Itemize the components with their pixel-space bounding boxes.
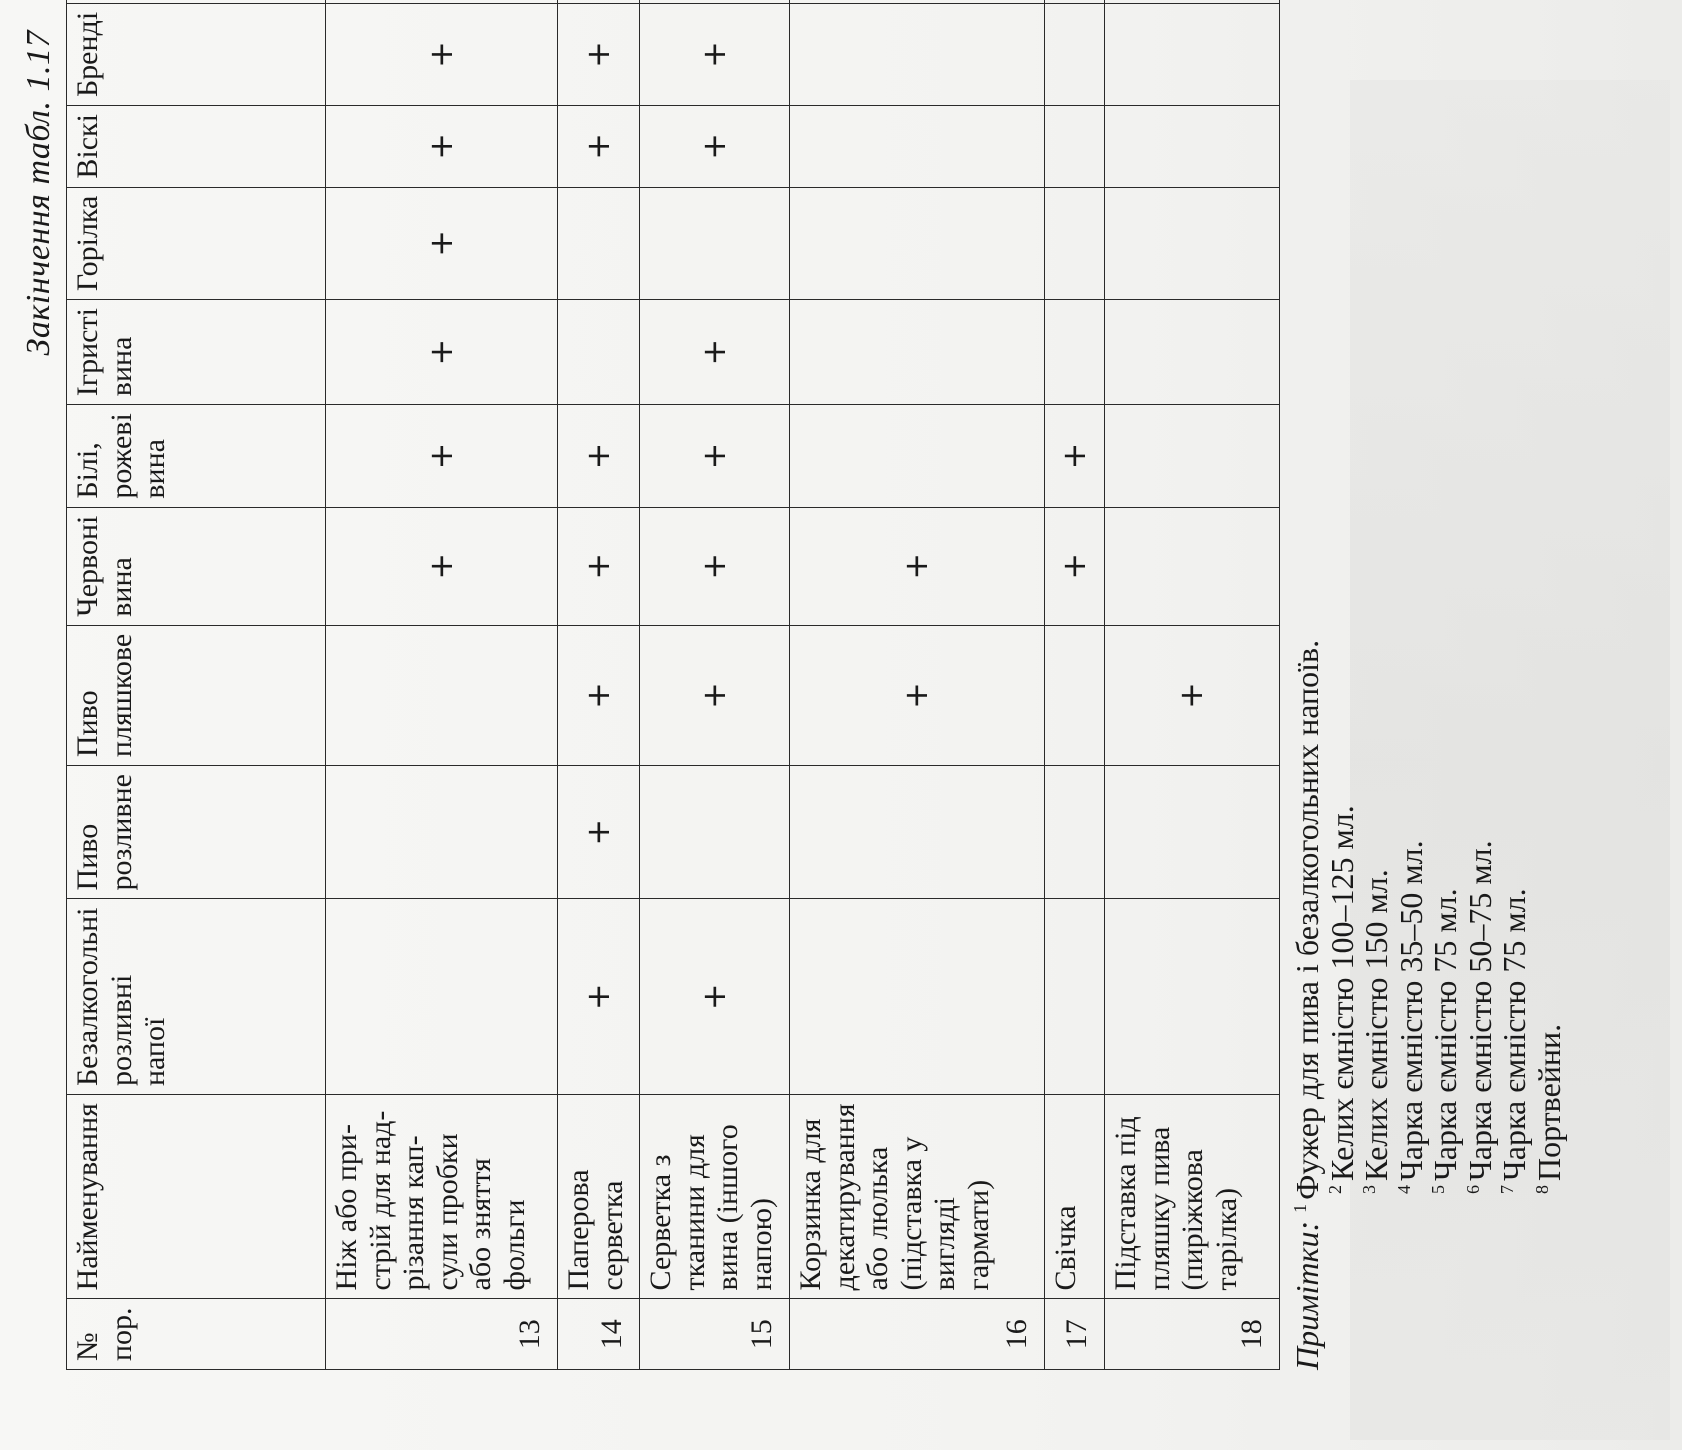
mark-cell bbox=[1105, 300, 1280, 405]
mark-cell bbox=[558, 405, 640, 507]
row-name: Свічка bbox=[1045, 1095, 1105, 1299]
mark-cell bbox=[1105, 3, 1280, 105]
header-drink-type: Червоні вина bbox=[67, 507, 326, 625]
note-number: 3 bbox=[1359, 1185, 1380, 1194]
mark-cell bbox=[640, 106, 790, 188]
mark-value: + bbox=[694, 682, 733, 709]
mark-cell bbox=[326, 106, 558, 188]
mark-cell bbox=[326, 0, 558, 3]
mark-cell bbox=[558, 625, 640, 765]
mark-value: + bbox=[578, 682, 617, 709]
mark-cell bbox=[1045, 899, 1105, 1095]
mark-cell bbox=[1045, 625, 1105, 765]
mark-cell bbox=[640, 899, 790, 1095]
mark-cell bbox=[640, 405, 790, 507]
note-number: 2 bbox=[1324, 1185, 1345, 1194]
mark-cell bbox=[326, 300, 558, 405]
header-drink-type: Ігристі вина bbox=[67, 300, 326, 405]
note-number: 6 bbox=[1462, 1185, 1483, 1194]
header-drink-type: Віскі bbox=[67, 106, 326, 188]
header-name: Найменування bbox=[67, 1095, 326, 1299]
note-number: 5 bbox=[1428, 1185, 1449, 1194]
mark-cell bbox=[1105, 766, 1280, 899]
mark-value: + bbox=[694, 132, 733, 160]
mark-value: + bbox=[578, 442, 617, 470]
note-text: Чарка ємністю 75 мл. bbox=[1427, 888, 1464, 1181]
header-drink-type: Білі, рожеві вина bbox=[67, 405, 326, 507]
equipment-table bbox=[66, 0, 1280, 1370]
mark-value: + bbox=[421, 41, 460, 68]
note-text: Келих ємністю 100–125 мл. bbox=[1323, 805, 1360, 1181]
table-row bbox=[1105, 0, 1280, 1370]
mark-value: + bbox=[421, 132, 460, 160]
note-text: Келих ємністю 150 мл. bbox=[1358, 869, 1395, 1181]
header-drink-type: Бренді bbox=[67, 3, 326, 105]
mark-cell bbox=[558, 766, 640, 899]
mark-cell bbox=[326, 405, 558, 507]
mark-cell bbox=[1045, 766, 1105, 899]
note-line bbox=[1325, 70, 1360, 1370]
mark-cell bbox=[790, 3, 1045, 105]
mark-value: + bbox=[421, 552, 460, 580]
header-drink-type: Безалкогольні розливні напої bbox=[67, 899, 326, 1095]
mark-cell bbox=[326, 625, 558, 765]
row-number: 17 bbox=[1045, 1299, 1105, 1370]
mark-cell bbox=[558, 0, 640, 3]
mark-cell bbox=[558, 899, 640, 1095]
note-text: Чарка ємністю 35–50 мл. bbox=[1392, 840, 1429, 1181]
row-number: 18 bbox=[1105, 1299, 1280, 1370]
note-line bbox=[1394, 70, 1429, 1370]
note-text: Чарка ємністю 75 мл. bbox=[1496, 888, 1533, 1181]
note-text: Чарка ємністю 50–75 мл. bbox=[1461, 840, 1498, 1181]
mark-value: + bbox=[1172, 682, 1211, 709]
mark-cell bbox=[1045, 187, 1105, 299]
header-drink-type: Пиво пляшкове bbox=[67, 625, 326, 765]
mark-cell bbox=[790, 187, 1045, 299]
mark-cell bbox=[558, 187, 640, 299]
mark-cell bbox=[1105, 625, 1280, 765]
row-number: 15 bbox=[640, 1299, 790, 1370]
mark-cell bbox=[1105, 187, 1280, 299]
mark-value: + bbox=[897, 552, 936, 580]
mark-value: + bbox=[578, 983, 617, 1011]
mark-value: + bbox=[694, 552, 733, 580]
mark-value: + bbox=[578, 132, 617, 160]
mark-cell bbox=[558, 507, 640, 625]
mark-cell bbox=[558, 3, 640, 105]
header-drink-type bbox=[67, 0, 326, 3]
mark-cell bbox=[790, 106, 1045, 188]
mark-cell bbox=[790, 0, 1045, 3]
table-caption: Закінчення табл. 1.17 bbox=[20, 30, 57, 356]
rotated-sheet bbox=[20, 11, 1640, 1400]
note-number: 4 bbox=[1393, 1185, 1414, 1194]
mark-value: + bbox=[1054, 442, 1093, 470]
row-name: Серветка з тканини для вина (іншого напою) bbox=[640, 1095, 790, 1299]
table-row bbox=[640, 0, 790, 1370]
header-drink-type: Пиво розливне bbox=[67, 766, 326, 899]
header-num: № пор. bbox=[67, 1299, 326, 1370]
note-line bbox=[1532, 70, 1567, 1370]
mark-cell bbox=[640, 507, 790, 625]
mark-cell bbox=[1105, 507, 1280, 625]
mark-value: + bbox=[694, 442, 733, 470]
mark-value: + bbox=[1054, 552, 1093, 580]
mark-cell bbox=[1045, 3, 1105, 105]
mark-value: + bbox=[578, 552, 617, 580]
row-number: 16 bbox=[790, 1299, 1045, 1370]
note-line bbox=[1290, 70, 1325, 1370]
mark-cell bbox=[790, 899, 1045, 1095]
row-number: 13 bbox=[326, 1299, 558, 1370]
mark-cell bbox=[1045, 300, 1105, 405]
mark-cell bbox=[326, 899, 558, 1095]
notes-label: Примітки: bbox=[1289, 1220, 1325, 1370]
table-row bbox=[326, 0, 558, 1370]
note-text: Фужер для пива і безалкогольних напоїв. bbox=[1289, 639, 1325, 1200]
mark-cell bbox=[1045, 507, 1105, 625]
table-body bbox=[326, 0, 1280, 1370]
mark-cell bbox=[1045, 405, 1105, 507]
mark-cell bbox=[1105, 0, 1280, 3]
mark-cell bbox=[790, 300, 1045, 405]
mark-value: + bbox=[694, 983, 733, 1011]
mark-value: + bbox=[578, 41, 617, 68]
header-drink-type: Горілка bbox=[67, 187, 326, 299]
row-name: Корзинка для декатирування або люлька (підставка у вигляді гармати) bbox=[790, 1095, 1045, 1299]
mark-cell bbox=[326, 3, 558, 105]
note-line bbox=[1359, 70, 1394, 1370]
note-number: 7 bbox=[1497, 1185, 1518, 1194]
note-text: Портвейни. bbox=[1530, 1023, 1567, 1181]
mark-cell bbox=[640, 3, 790, 105]
table-row bbox=[790, 0, 1045, 1370]
note-line bbox=[1463, 70, 1498, 1370]
notes-block bbox=[1290, 70, 1566, 1370]
mark-value: + bbox=[421, 338, 460, 366]
note-number: 8 bbox=[1531, 1185, 1552, 1194]
mark-cell bbox=[640, 766, 790, 899]
row-number: 14 bbox=[558, 1299, 640, 1370]
mark-cell bbox=[640, 625, 790, 765]
mark-cell bbox=[1105, 405, 1280, 507]
mark-value: + bbox=[694, 41, 733, 68]
mark-cell bbox=[640, 187, 790, 299]
row-name: Ніж або при-стрій для над-різання кап-сули пробки або зняття фольги bbox=[326, 1095, 558, 1299]
mark-cell bbox=[1045, 106, 1105, 188]
mark-value: + bbox=[897, 682, 936, 709]
mark-cell bbox=[1045, 0, 1105, 3]
mark-value: + bbox=[421, 442, 460, 470]
mark-cell bbox=[326, 766, 558, 899]
note-line bbox=[1428, 70, 1463, 1370]
mark-value: + bbox=[694, 338, 733, 366]
mark-cell bbox=[326, 507, 558, 625]
mark-cell bbox=[640, 300, 790, 405]
note-line bbox=[1497, 70, 1532, 1370]
mark-cell bbox=[790, 625, 1045, 765]
mark-cell bbox=[640, 0, 790, 3]
mark-cell bbox=[1105, 106, 1280, 188]
table-row bbox=[1045, 0, 1105, 1370]
mark-cell bbox=[558, 300, 640, 405]
row-name: Підставка під пляшку пива (пиріжкова тарілка) bbox=[1105, 1095, 1280, 1299]
mark-cell bbox=[1105, 899, 1280, 1095]
row-name: Паперова серветка bbox=[558, 1095, 640, 1299]
header-row bbox=[67, 0, 326, 1370]
mark-cell bbox=[558, 106, 640, 188]
mark-value: + bbox=[421, 229, 460, 257]
mark-value: + bbox=[578, 818, 617, 846]
mark-cell bbox=[790, 507, 1045, 625]
table-row bbox=[558, 0, 640, 1370]
mark-cell bbox=[790, 766, 1045, 899]
mark-cell bbox=[326, 187, 558, 299]
mark-cell bbox=[790, 405, 1045, 507]
note-number: 1 bbox=[1290, 1203, 1310, 1213]
